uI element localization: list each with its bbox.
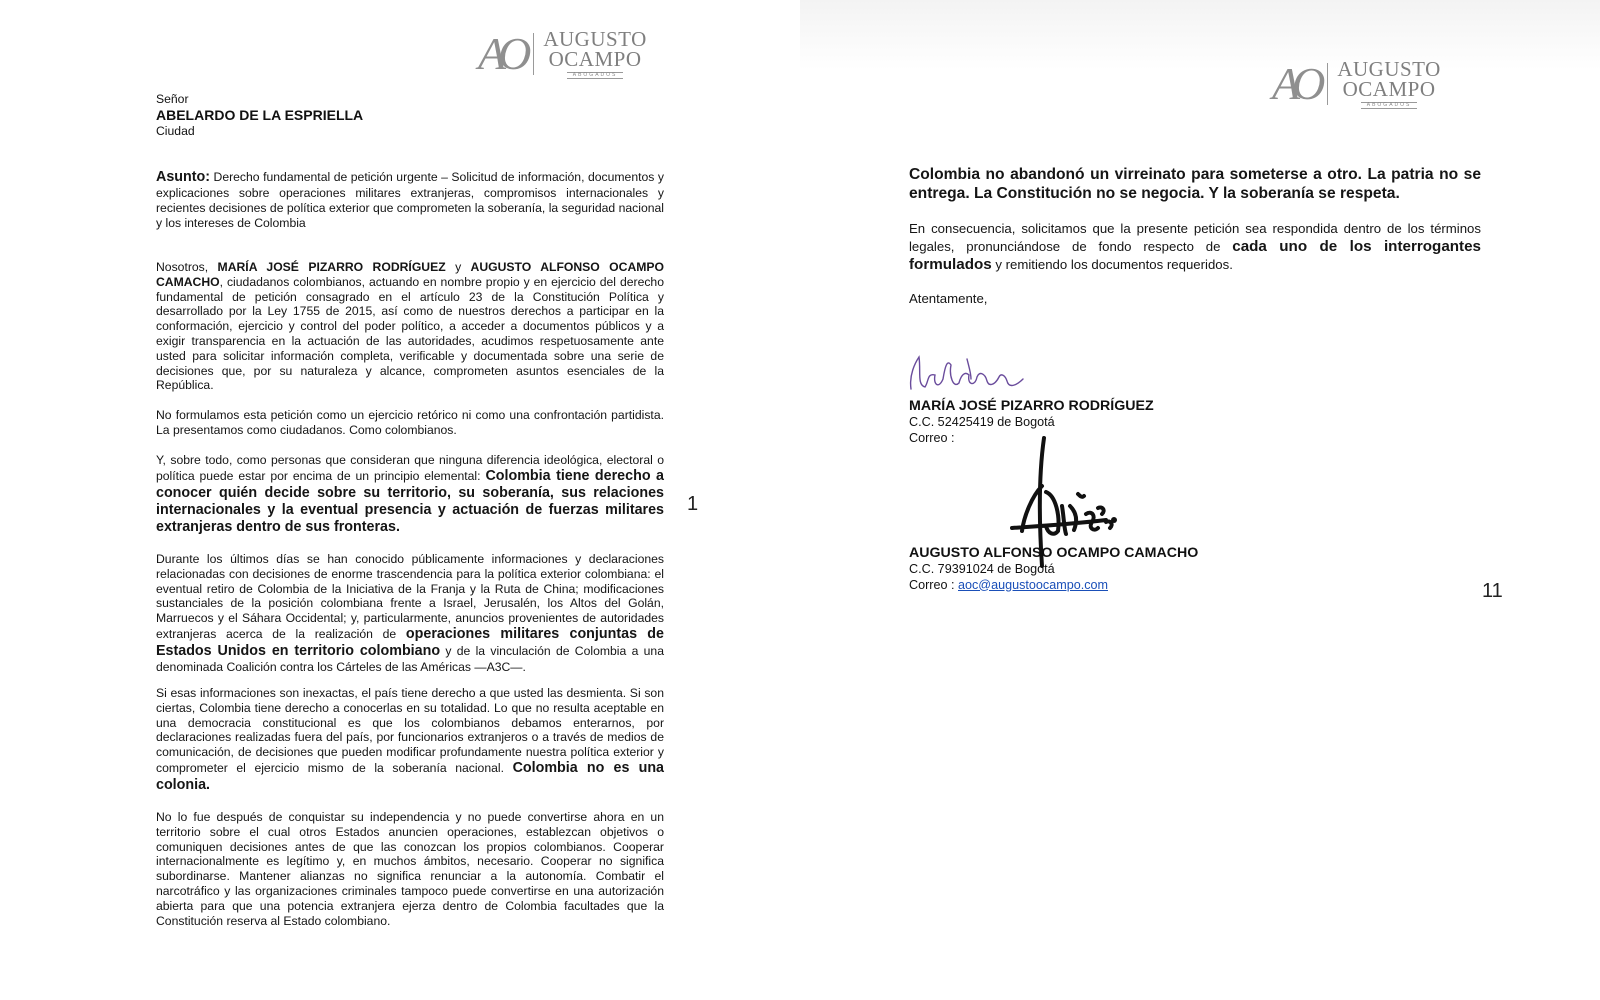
paragraph-1	[156, 260, 664, 393]
lead-bold-text: Colombia no abandonó un virreinato para someterse a otro. La patria no se entrega. La Constitución no se negocia. Y la soberanía se respeta.	[909, 166, 1481, 202]
signer-1-name: MARÍA JOSÉ PIZARRO RODRÍGUEZ	[909, 398, 1154, 414]
document-page-2	[805, 0, 1600, 1000]
p1-text-b: , ciudadanos colombianos, actuando en nombre propio y en ejercicio del derecho fundamental de petición consagrado en el artículo 23 de la Constitución Política y desarrollado por la Ley 1755 de 2015, así como de nuestros derechos a participar en la conformación, ejercicio y control del poder político, a acceder a documentos públicos y a exigir transparencia en la actuación de las autoridades, acudimos respetuosamente ante usted para solicitar información completa, verificable y documentada sobre una serie de decisiones que, por su naturaleza y alcance, comprometen asuntos esenciales de la República.	[156, 274, 664, 393]
signer-2-block	[909, 545, 1198, 593]
p1-conjunction: y	[455, 260, 462, 274]
logo-word-2: OCAMPO	[548, 46, 642, 71]
page-number-2: 11	[1482, 580, 1503, 602]
logo-word-1: AUGUSTO	[1337, 57, 1441, 81]
paragraph-6: No lo fue después de conquistar su independencia y no puede convertirse ahora en un territorio sobre el cual otros Estados anuncien operaciones, establezcan objetivos o comuniquen decisiones antes de que las conozcan los propios colombianos. Cooperar internacionalmente es legítimo y, en muchos ámbitos, necesario. Cooperar no significa subordinarse. Mantener alianzas no significa renunciar a la autonomía. Combatir el narcotráfico y las organizaciones criminales tampoco puede convertirse en una autorización abierta para que una potencia extranjera ejerza dentro de Colombia facultades que la Constitución reserva al Estado colombiano.	[156, 810, 664, 928]
signer-1-id: C.C. 52425419 de Bogotá	[909, 415, 1055, 429]
paragraph-4	[156, 552, 664, 675]
p5-text: Si esas informaciones son inexactas, el país tiene derecho a que usted las desmienta. Si son ciertas, Colombia tiene derecho a conocerlas en su totalidad. Lo que no resulta aceptable en una democracia constitucional es que los colombianos debamos enterarnos, por declaraciones realizadas fuera del país, por funcionarios extranjeros o a través de medios de comunicación, de decisiones que pueden modificar profundamente nuestra política exterior y comprometer el ejercicio mismo de la soberanía nacional.	[156, 686, 664, 775]
logo-monogram: AO	[478, 28, 524, 80]
signer-2-mail-row	[909, 578, 1198, 594]
p1-text-a: Nosotros,	[156, 260, 209, 274]
subject-label: Asunto:	[156, 169, 210, 185]
closing: Atentamente,	[909, 291, 988, 306]
logo-divider	[533, 33, 534, 75]
p1-name-1: MARÍA JOSÉ PIZARRO RODRÍGUEZ	[217, 260, 446, 274]
p4-text-b: y de la vinculación de Colombia a una denominada Coalición contra los Cárteles de las Américas —A3C—.	[156, 643, 664, 674]
request-bold-text: cada uno de los interrogantes formulados	[909, 238, 1482, 273]
signer-2-email-link[interactable]: aoc@augustoocampo.com	[958, 577, 1108, 592]
p4-text-a: Durante los últimos días se han conocido públicamente informaciones y declaraciones relacionadas con decisiones de enorme trascendencia para la política exterior colombiana: el eventual retiro de Colombia de la Iniciativa de la Franja y la Ruta de China; modificaciones sustanciales de la posición colombiana frente a Israel, Jerusalén, los Altos del Golán, Marruecos y el Sáhara Occidental; y, particularmente, anuncios provenientes de autoridades extranjeras acerca de la realización de	[156, 552, 664, 641]
subject-text: Derecho fundamental de petición urgente – Solicitud de información, documentos y explicaciones sobre operaciones militares extranjeras, compromisos internacionales y recientes decisiones de política exterior que comprometen la soberanía, la seguridad nacional y los intereses de Colombia	[156, 170, 664, 230]
signer-2-name: AUGUSTO ALFONSO OCAMPO CAMACHO	[909, 545, 1199, 561]
request-text-b: y remitiendo los documentos requeridos.	[995, 257, 1233, 272]
logo-subtitle: ABOGADOS	[567, 72, 624, 79]
signer-2-mail-label: Correo :	[909, 577, 955, 592]
request-text-a: En consecuencia, solicitamos que la presente petición sea respondida dentro de los términos legales, pronunciándose de fondo respecto de	[909, 221, 1481, 254]
lead-paragraph	[909, 165, 1481, 203]
signer-1-mail-label: Correo :	[909, 430, 955, 445]
company-logo-page-2	[1272, 57, 1441, 110]
logo-word-1: AUGUSTO	[543, 27, 647, 51]
paragraph-2: No formulamos esta petición como un ejercicio retórico ni como una confrontación partidista. La presentamos como ciudadanos. Como colombianos.	[156, 408, 664, 437]
request-paragraph	[909, 220, 1481, 274]
signer-2-id: C.C. 79391024 de Bogotá	[909, 562, 1055, 576]
recipient-name: ABELARDO DE LA ESPRIELLA	[156, 107, 364, 123]
paragraph-3	[156, 453, 664, 536]
signature-1-image	[905, 345, 1035, 405]
p1-name-2: AUGUSTO ALFONSO OCAMPO CAMACHO	[156, 260, 665, 289]
company-logo	[478, 27, 647, 80]
p4-bold-text: operaciones militares conjuntas de Estados Unidos en territorio colombiano	[156, 625, 664, 659]
logo-monogram: AO	[1272, 58, 1318, 110]
recipient-block	[156, 92, 363, 139]
p5-bold-text: Colombia no es una colonia.	[156, 759, 665, 793]
paragraph-5	[156, 686, 664, 794]
page-number-1: 1	[687, 493, 699, 515]
p3-text: Y, sobre todo, como personas que consideran que ninguna diferencia ideológica, electoral o política puede estar por encima de un principio elemental:	[156, 453, 664, 483]
logo-subtitle: ABOGADOS	[1361, 102, 1418, 109]
salutation: Señor	[156, 92, 189, 106]
recipient-city: Ciudad	[156, 124, 195, 138]
p3-bold-text: Colombia tiene derecho a conocer quién decide sobre su territorio, su soberanía, sus relaciones internacionales y la eventual presencia y actuación de fuerzas militares extranjeras dentro de sus fronteras.	[156, 467, 664, 535]
logo-divider	[1327, 63, 1328, 105]
logo-word-2: OCAMPO	[1342, 76, 1436, 101]
subject-paragraph	[156, 169, 664, 230]
